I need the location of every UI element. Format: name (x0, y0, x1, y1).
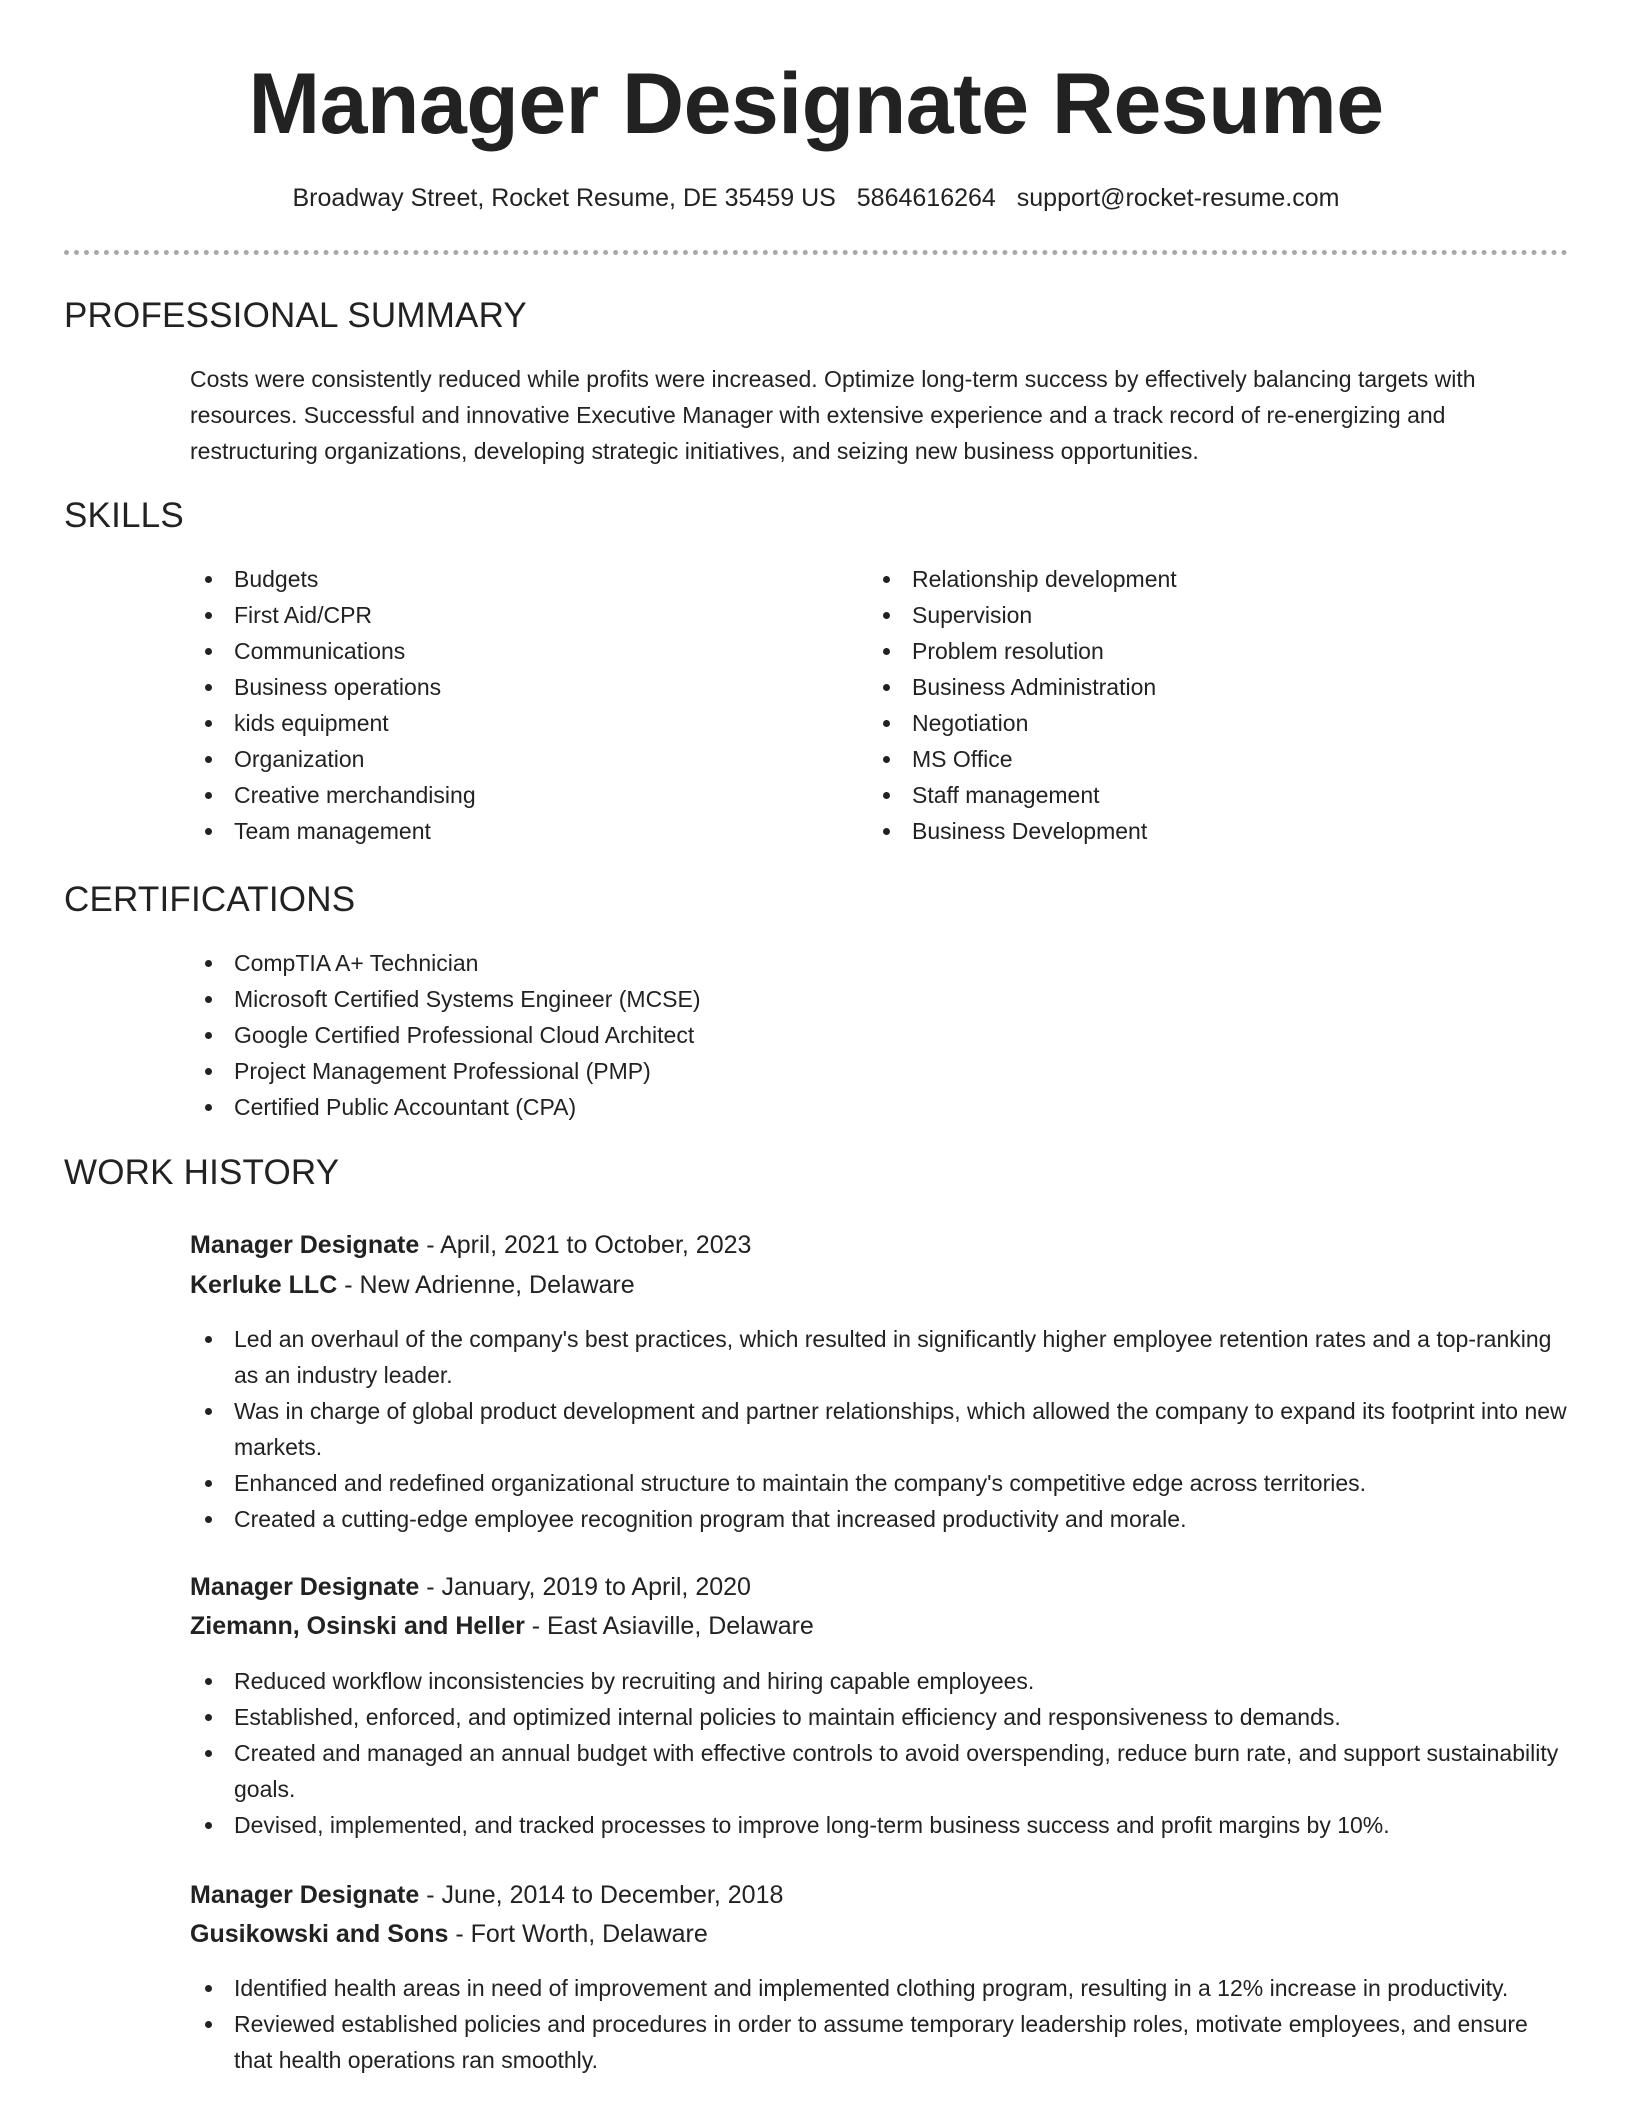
list-item: Negotiation (868, 705, 1508, 741)
list-item: Team management (190, 813, 830, 849)
job-title-line (190, 1572, 751, 1602)
contact-address: Broadway Street, Rocket Resume, DE 35459 US (292, 184, 836, 212)
list-item: kids equipment (190, 705, 830, 741)
job-dates: - January, 2019 to April, 2020 (419, 1573, 751, 1601)
list-item: Project Management Professional (PMP) (190, 1053, 1190, 1089)
section-title-skills: SKILLS (64, 496, 184, 535)
list-item: First Aid/CPR (190, 597, 830, 633)
list-item: Created and managed an annual budget with effective controls to avoid overspending, reduce burn rate, and support sustainability goals. (190, 1735, 1570, 1807)
list-item: Was in charge of global product development and partner relationships, which allowed the company to expand its footprint into new markets. (190, 1393, 1570, 1465)
resume-title: Manager Designate Resume (248, 56, 1384, 152)
list-item: Certified Public Accountant (CPA) (190, 1089, 1190, 1125)
contact-email: support@rocket-resume.com (1016, 184, 1340, 212)
list-item: Organization (190, 741, 830, 777)
list-item: Business operations (190, 669, 830, 705)
list-item: Supervision (868, 597, 1508, 633)
job-role: Manager Designate (190, 1573, 420, 1601)
job-title-line (190, 1230, 751, 1260)
list-item: Reduced workflow inconsistencies by recruiting and hiring capable employees. (190, 1663, 1570, 1699)
job-location: - East Asiaville, Delaware (524, 1612, 814, 1640)
certifications-list (190, 945, 1190, 1125)
list-item: Business Administration (868, 669, 1508, 705)
job-company-line (190, 1611, 814, 1641)
summary-text: Costs were consistently reduced while profits were increased. Optimize long-term success by effectively balancing targets with resources. Successful and innovative Executive Manager with extensive experience and a track record of re-energizing and restructuring organizations, developing strategic initiatives, and seizing new business opportunities. (190, 366, 1476, 464)
header-divider (64, 250, 1568, 255)
list-item: Enhanced and redefined organizational structure to maintain the company's competitive edge across territories. (190, 1465, 1570, 1501)
list-item: Identified health areas in need of improvement and implemented clothing program, resulting in a 12% increase in productivity. (190, 1970, 1570, 2006)
job-role: Manager Designate (190, 1231, 420, 1259)
section-title-certifications: CERTIFICATIONS (64, 880, 356, 919)
list-item: Established, enforced, and optimized internal policies to maintain efficiency and responsiveness to demands. (190, 1699, 1570, 1735)
job-dates: - April, 2021 to October, 2023 (419, 1231, 752, 1259)
job-company: Ziemann, Osinski and Heller (190, 1612, 525, 1640)
list-item: Business Development (868, 813, 1508, 849)
list-item: Devised, implemented, and tracked processes to improve long-term business success and profit margins by 10%. (190, 1807, 1570, 1843)
list-item: Created a cutting-edge employee recognition program that increased productivity and morale. (190, 1501, 1570, 1537)
job-location: - Fort Worth, Delaware (448, 1920, 708, 1948)
job-bullets (190, 1663, 1570, 1843)
job-bullets (190, 1321, 1570, 1537)
contact-line (0, 183, 1632, 213)
list-item: Led an overhaul of the company's best practices, which resulted in significantly higher employee retention rates and a top-ranking as an industry leader. (190, 1321, 1570, 1393)
list-item: Problem resolution (868, 633, 1508, 669)
job-title-line (190, 1880, 783, 1910)
list-item: Creative merchandising (190, 777, 830, 813)
list-item: CompTIA A+ Technician (190, 945, 1190, 981)
skills-list-right (868, 561, 1508, 849)
list-item: Communications (190, 633, 830, 669)
job-role: Manager Designate (190, 1881, 420, 1909)
job-company: Kerluke LLC (190, 1271, 338, 1299)
section-title-work-history: WORK HISTORY (64, 1153, 340, 1192)
contact-phone: 5864616264 (856, 184, 996, 212)
list-item: Relationship development (868, 561, 1508, 597)
job-company-line (190, 1270, 635, 1300)
list-item: MS Office (868, 741, 1508, 777)
job-company: Gusikowski and Sons (190, 1920, 449, 1948)
list-item: Budgets (190, 561, 830, 597)
list-item: Staff management (868, 777, 1508, 813)
list-item: Microsoft Certified Systems Engineer (MCSE) (190, 981, 1190, 1017)
job-bullets (190, 1970, 1570, 2078)
job-company-line (190, 1919, 708, 1949)
list-item: Reviewed established policies and procedures in order to assume temporary leadership roles, motivate employees, and ensure that health operations ran smoothly. (190, 2006, 1570, 2078)
section-title-summary: PROFESSIONAL SUMMARY (64, 296, 527, 335)
list-item: Google Certified Professional Cloud Architect (190, 1017, 1190, 1053)
job-location: - New Adrienne, Delaware (337, 1271, 635, 1299)
skills-list-left (190, 561, 830, 849)
job-dates: - June, 2014 to December, 2018 (419, 1881, 784, 1909)
